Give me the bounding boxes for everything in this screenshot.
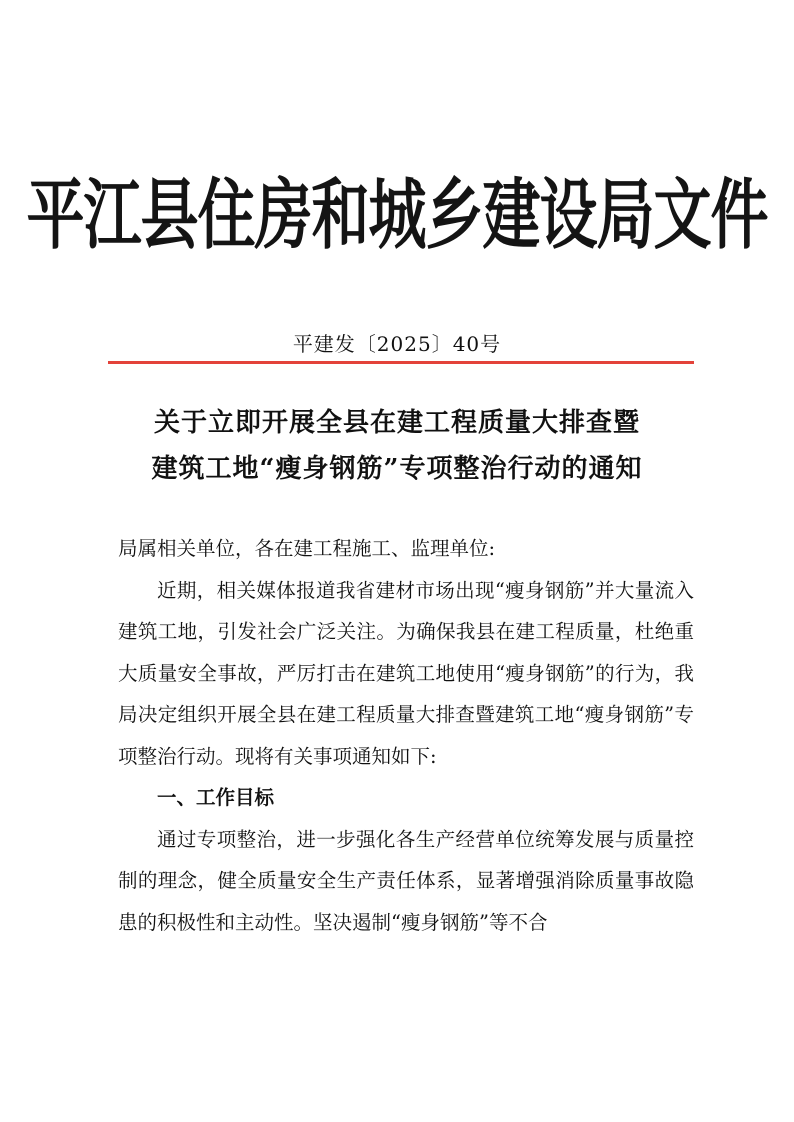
- intro-paragraph: 近期，相关媒体报道我省建材市场出现“瘦身钢筋”并大量流入建筑工地，引发社会广泛关注。为确保我县在建工程质量，杜绝重大质量安全事故，严厉打击在建筑工地使用“瘦身钢筋”的行为，我局决定组织开展全县在建工程质量大排查暨建筑工地“瘦身钢筋”专项整治行动。现将有关事项通知如下:: [118, 578, 694, 768]
- section-paragraph-work-goals: 通过专项整治，进一步强化各生产经营单位统筹发展与质量控制的理念，健全质量安全生产责任体系，显著增强消除质量事故隐患的积极性和主动性。坚决遏制“瘦身钢筋”等不合: [118, 827, 694, 934]
- document-number: 平建发〔2025〕40号: [292, 332, 502, 356]
- addressee: 局属相关单位，各在建工程施工、监理单位:: [118, 537, 496, 560]
- document-body: [118, 528, 694, 943]
- document-title-line-1: 关于立即开展全县在建工程质量大排查暨: [153, 408, 640, 438]
- document-title-line-2: 建筑工地“瘦身钢筋”专项整治行动的通知: [151, 454, 643, 484]
- issuer-title: 平江县住房和城乡建设局文件: [26, 170, 768, 260]
- red-header-rule: [108, 361, 694, 364]
- section-heading-work-goals: 一、工作目标: [157, 786, 275, 809]
